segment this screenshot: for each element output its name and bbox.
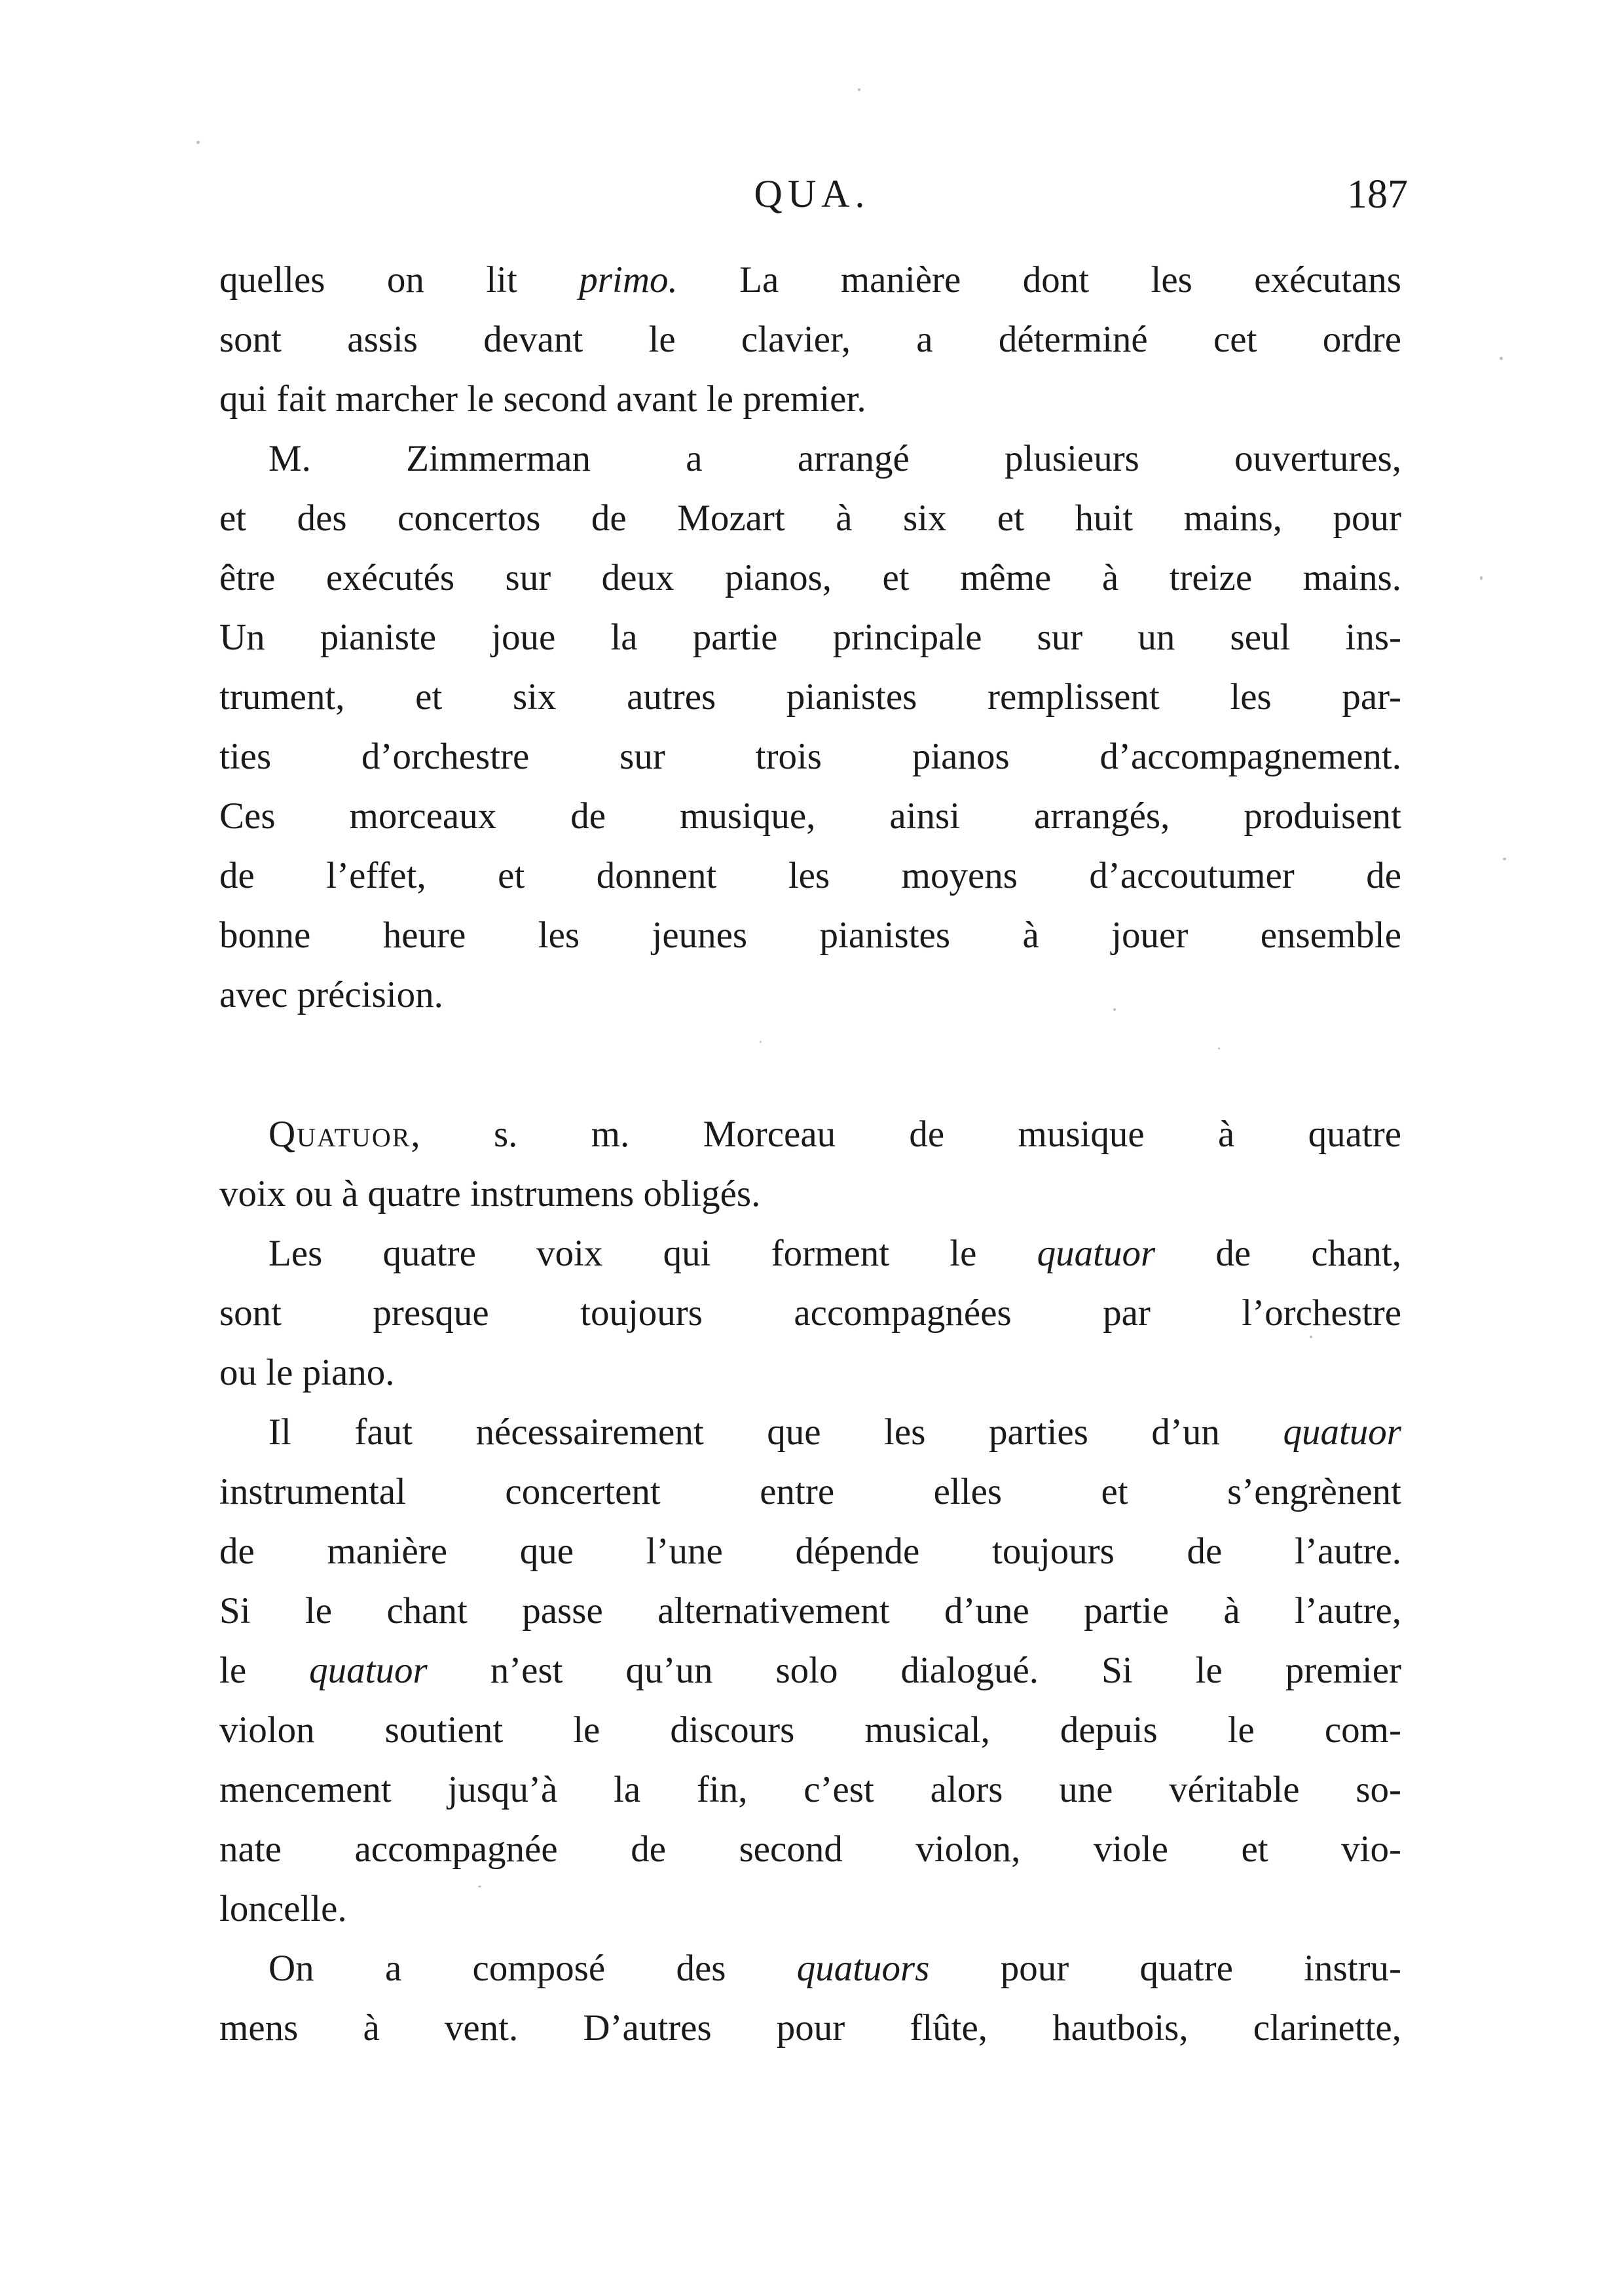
page-header [216, 172, 1408, 230]
text-run: avec précision. [219, 974, 443, 1015]
text-run: violon soutient le discours musical, depuis le com- [219, 1709, 1401, 1751]
text-run: bonne heure les jeunes pianistes à jouer ensemble [219, 915, 1401, 956]
text-run: voix ou à quatre instrumens obligés. [219, 1173, 761, 1214]
text-run: Si le chant passe alternativement d’une partie à l’autre, [219, 1590, 1401, 1631]
text-line [219, 310, 1401, 369]
scan-speck [858, 88, 860, 91]
paragraph [219, 1104, 1401, 1224]
body-text [219, 250, 1401, 2058]
text-line [219, 250, 1401, 310]
text-run: La manière dont les exécutans [677, 259, 1401, 301]
text-line [219, 429, 1401, 488]
paragraph [219, 1939, 1401, 2058]
scan-speck [1500, 357, 1503, 360]
text-line [219, 905, 1401, 965]
text-line [219, 786, 1401, 846]
text-run: qui fait marcher le second avant le premier. [219, 378, 866, 420]
text-line [219, 667, 1401, 727]
text-line [219, 727, 1401, 786]
section-gap [219, 1025, 1401, 1104]
text-run: ties d’orchestre sur trois pianos d’accompagnement. [219, 736, 1401, 777]
text-run: loncelle. [219, 1888, 347, 1929]
text-line [219, 1104, 1401, 1164]
paragraph [219, 1224, 1401, 1402]
italic-term: primo. [579, 259, 678, 301]
text-run: ou le piano. [219, 1352, 395, 1393]
text-run: sont presque toujours accompagnées par l’orchestre [219, 1292, 1401, 1334]
page-number: 187 [1347, 172, 1408, 217]
text-run: trument, et six autres pianistes remplissent les par- [219, 676, 1401, 718]
text-run: instrumental concertent entre elles et s’engrènent [219, 1471, 1401, 1512]
text-line [219, 1819, 1401, 1879]
text-run: de chant, [1155, 1233, 1402, 1274]
text-line [219, 488, 1401, 548]
text-line [219, 1939, 1401, 1998]
text-run: de manière que l’une dépende toujours de l’autre. [219, 1531, 1401, 1572]
text-run: de l’effet, et donnent les moyens d’accoutumer de [219, 855, 1401, 896]
text-run: On a composé des [268, 1948, 797, 1989]
text-run: Les quatre voix qui forment le [268, 1233, 1037, 1274]
text-line [219, 548, 1401, 608]
italic-term: quatuor [1037, 1233, 1156, 1274]
text-run: Ces morceaux de musique, ainsi arrangés, produisent [219, 795, 1401, 837]
text-line [219, 1164, 1401, 1224]
text-run: pour quatre instru- [929, 1948, 1402, 1989]
text-line [219, 1462, 1401, 1522]
paragraph [219, 1402, 1401, 1939]
text-run: mens à vent. D’autres pour flûte, hautbois, clarinette, [219, 2007, 1401, 2049]
text-line [219, 1581, 1401, 1641]
scan-speck [1503, 858, 1506, 860]
scan-speck [478, 1886, 481, 1887]
scan-speck [1480, 576, 1483, 580]
entry-headword: Quatuor [268, 1114, 411, 1155]
italic-term: quatuor [309, 1650, 428, 1691]
text-line [219, 1283, 1401, 1343]
text-line [219, 1402, 1401, 1462]
text-line [219, 965, 1401, 1025]
text-run: n’est qu’un solo dialogué. Si le premier [427, 1650, 1401, 1691]
scan-speck [196, 141, 200, 144]
text-line [219, 1224, 1401, 1283]
scan-speck [1310, 1336, 1312, 1338]
text-line [219, 369, 1401, 429]
text-line [219, 1700, 1401, 1760]
text-run: nate accompagnée de second violon, viole et vio- [219, 1829, 1401, 1870]
scan-speck [1218, 1048, 1220, 1049]
text-run: être exécutés sur deux pianos, et même à treize mains. [219, 557, 1401, 598]
text-line [219, 1760, 1401, 1819]
text-run: Il faut nécessairement que les parties d’un [268, 1412, 1283, 1453]
text-run: Un pianiste joue la partie principale sur un seul ins- [219, 617, 1401, 658]
italic-term: quatuors [796, 1948, 930, 1989]
text-run: quelles on lit [219, 259, 580, 301]
text-run: , s. m. Morceau de musique à quatre [411, 1114, 1401, 1155]
text-line [219, 1641, 1401, 1700]
text-run: sont assis devant le clavier, a déterminé cet ordre [219, 319, 1401, 360]
text-line [219, 1522, 1401, 1581]
paragraph [219, 429, 1401, 1025]
text-line [219, 846, 1401, 905]
text-line [219, 1343, 1401, 1402]
running-head: QUA. [754, 172, 870, 215]
text-run: mencement jusqu’à la fin, c’est alors une véritable so- [219, 1769, 1401, 1810]
text-line [219, 1879, 1401, 1939]
text-line [219, 608, 1401, 667]
text-run: le [219, 1650, 310, 1691]
text-line [219, 1998, 1401, 2058]
text-run: et des concertos de Mozart à six et huit mains, pour [219, 498, 1401, 539]
italic-term: quatuor [1283, 1412, 1401, 1453]
paragraph [219, 250, 1401, 429]
scan-speck [1113, 1008, 1116, 1011]
scan-speck [760, 1041, 762, 1043]
text-run: M. Zimmerman a arrangé plusieurs ouvertures, [268, 438, 1401, 479]
